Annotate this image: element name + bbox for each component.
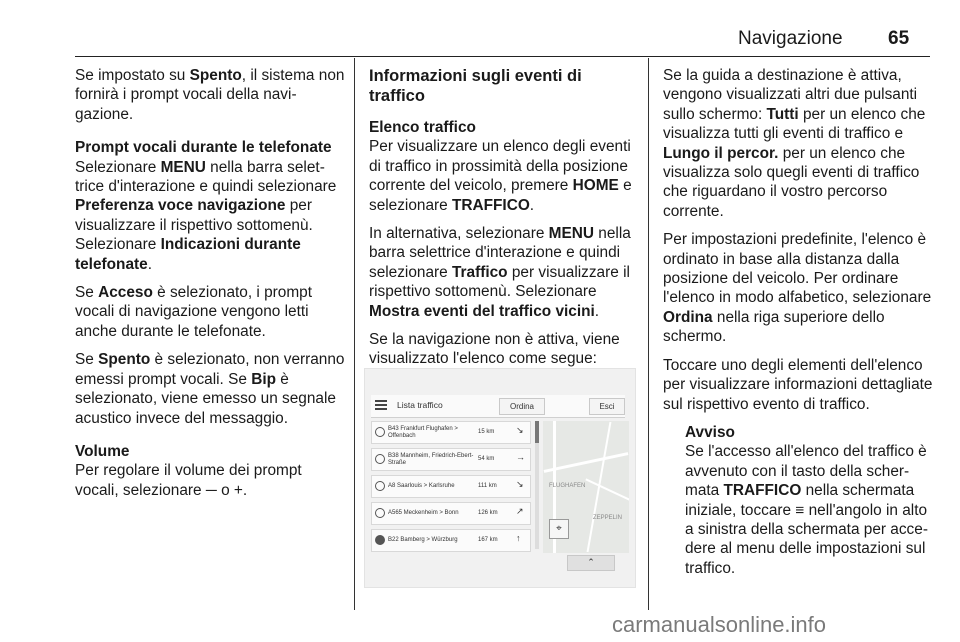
paragraph: Se Spento è selezionato, non verranno emessi prompt vocali. Se Bip è selezionato, viene emesso un segnale acustico invece del messaggio. (75, 351, 345, 427)
paragraph: In alternativa, selezionare MENU nella barra selettrice d'interazione e quindi selezionare Traffico per visualizzare il rispettivo sottomenù. Selezionare Mostra eventi del traffico vicini. (369, 225, 631, 320)
chevron-up-icon: ⌃ (567, 555, 615, 571)
screenshot-title: Lista traffico (397, 400, 443, 410)
column-divider-2 (648, 58, 649, 610)
road-closed-icon (375, 535, 385, 545)
traffic-event-icon (375, 427, 385, 437)
map-label: ZEPPELIN (593, 515, 623, 521)
note-box (663, 423, 933, 578)
event-distance: 54 km (478, 456, 495, 462)
paragraph: Se la guida a destinazione è attiva, vengono visualizzati altri due pulsanti sullo schermo: Tutti per un elenco che visualizza tutti gli eventi di traffico e Lungo il percor. per un elenco che visualizza solo quegli eventi di traffico che riguardano il vostro percorso corrente. (663, 67, 926, 220)
paragraph: Se impostato su Spento, il sistema non fornirà i prompt vocali della navigazione. (75, 67, 345, 123)
crosshair-icon: ⌖ (549, 519, 569, 539)
screenshot-bottom-bar (371, 555, 629, 569)
event-distance: 167 km (478, 537, 498, 543)
event-text: A565 Meckenheim > Bonn (388, 510, 459, 516)
event-distance: 111 km (478, 483, 497, 489)
paragraph: Toccare uno degli elementi dell'elenco per visualizzare informazioni dettagliate sul rispettivo evento di traffico. (663, 356, 933, 413)
list-item (371, 502, 531, 525)
paragraph: Per visualizzare un elenco degli eventi di traffico in prossimità della posizione corrente del veicolo, premere HOME e selezionare TRAFFICO. (369, 138, 632, 214)
subheading-elenco-traffico: Elenco traffico (369, 119, 476, 136)
watermark: carmanualsonline.info (612, 612, 827, 637)
list-item (371, 421, 531, 444)
column-1 (75, 66, 347, 500)
event-text: A8 Saarlouis > Karlsruhe (388, 483, 455, 489)
column-3 (663, 66, 933, 578)
event-text: B22 Bamberg > Würzburg (388, 537, 458, 543)
warning-icon (375, 508, 385, 518)
menu-icon (375, 400, 387, 411)
traffic-list-screenshot (364, 368, 636, 588)
direction-arrow-icon: ↗ (516, 506, 524, 516)
event-distance: 15 km (478, 429, 495, 435)
direction-arrow-icon: ↑ (516, 533, 521, 543)
column-2 (369, 66, 639, 369)
paragraph: Per regolare il volume dei prompt vocali, selezionare ─ o +. (75, 462, 302, 499)
running-header-title: Navigazione (738, 28, 843, 49)
event-text: B38 Mannheim, Friedrich-Ebert-Straße (388, 453, 474, 466)
map-label: FLUGHAFEN (549, 483, 586, 489)
note-text: Se l'accesso all'elenco del traffico è avvenuto con il tasto della schermata TRAFFICO nella schermata iniziale, toccare ≡ nell'angolo in alto a sinistra della schermata per accedere al menu delle impostazioni sul traffico. (685, 443, 928, 577)
paragraph: Per impostazioni predefinite, l'elenco è ordinato in base alla distanza dalla posizione del veicolo. Per ordinare l'elenco in modo alfabetico, selezionare Ordina nella riga superiore dello schermo. (663, 231, 932, 346)
paragraph: Se la navigazione non è attiva, viene visualizzato l'elenco come segue: (369, 331, 620, 368)
warning-icon (375, 481, 385, 491)
list-item (371, 448, 531, 471)
traffic-event-icon (375, 454, 385, 464)
list-item (371, 529, 531, 552)
sort-button: Ordina (499, 398, 545, 415)
page-number: 65 (888, 28, 910, 49)
section-heading-traffico: Informazioni sugli eventi di traffico (369, 67, 582, 105)
traffic-event-list (371, 421, 531, 549)
note-heading: Avviso (685, 423, 735, 441)
header-rule (75, 56, 930, 57)
list-item (371, 475, 531, 498)
exit-button: Esci (589, 398, 625, 415)
section-heading-prompt-telefonate: Prompt vocali durante le telefonate (75, 139, 332, 157)
section-heading-volume: Volume (75, 442, 130, 460)
direction-arrow-icon: ↘ (516, 479, 524, 489)
column-divider-1 (354, 58, 355, 610)
event-distance: 126 km (478, 510, 498, 516)
direction-arrow-icon: → (516, 452, 525, 462)
paragraph: Se Acceso è selezionato, i prompt vocali di navigazione vengono letti anche durante le telefonate. (75, 284, 312, 340)
direction-arrow-icon: ↘ (516, 425, 524, 435)
paragraph: Selezionare MENU nella barra selettrice d'interazione e quindi selezionare Preferenza voce navigazione per visualizzare il rispettivo sottomenù. Selezionare Indicazioni durante telefonate. (75, 158, 337, 273)
screenshot-top-bar (371, 395, 625, 418)
map-preview (543, 421, 629, 553)
event-text: B43 Frankfurt Flughafen > Offenbach (388, 426, 458, 439)
list-scrollbar (535, 421, 539, 549)
